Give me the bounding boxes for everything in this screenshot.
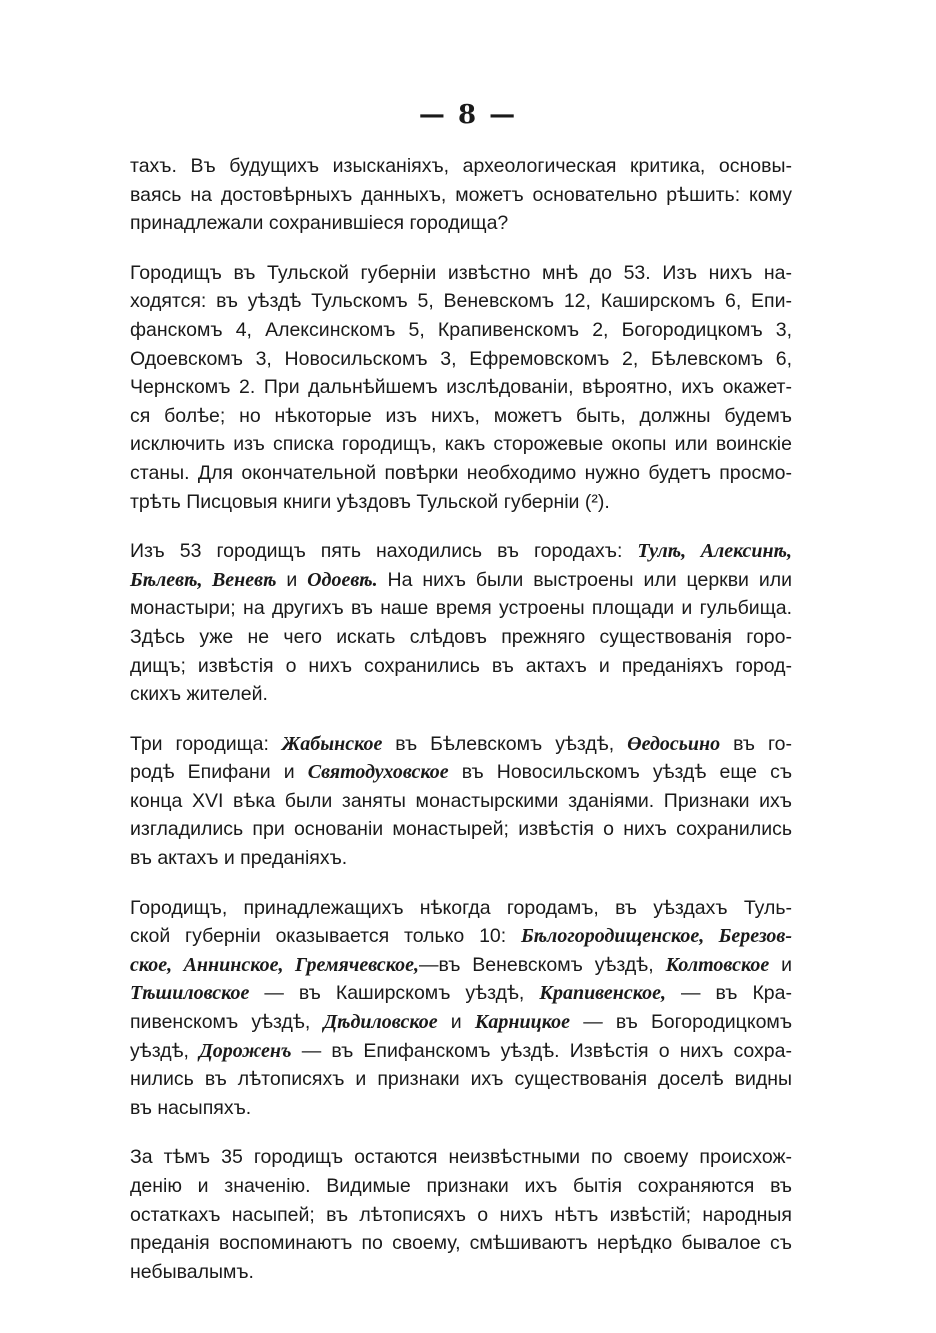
text-line: Тѣшиловское — въ Каширскомъ уѣздѣ, Крапивенское, — въ Кра- bbox=[130, 982, 792, 1005]
text-line: станы. Для окончательной повѣрки необходимо нужно будетъ просмо- bbox=[130, 461, 792, 484]
text-line: Одоевскомъ 3, Новосильскомъ 3, Ефремовскомъ 2, Бѣлевскомъ 6, bbox=[130, 347, 792, 370]
paragraph-5 bbox=[130, 894, 792, 1123]
place-name: ское, Аннинское, Гремячевское, bbox=[130, 953, 420, 976]
text-line: Здѣсь уже не чего искать слѣдовъ прежняго существованiя горо- bbox=[130, 625, 792, 648]
text-line: Изъ 53 городищъ пять находились въ городахъ: Тулѣ, Алексинѣ, bbox=[130, 540, 792, 563]
body-text bbox=[130, 152, 792, 1286]
text-line: Городищъ, принадлежащихъ нѣкогда городамъ, въ уѣздахъ Туль- bbox=[130, 896, 792, 919]
text-line: ходятся: въ уѣздѣ Тульскомъ 5, Веневскомъ 12, Каширскомъ 6, Епи- bbox=[130, 290, 792, 313]
place-name: Өедосьино bbox=[627, 732, 721, 755]
text-line: тахъ. Въ будущихъ изысканiяхъ, археологическая критика, основы- bbox=[130, 155, 792, 177]
paragraph-2 bbox=[130, 259, 792, 516]
text-line: родѣ Епифани и Святодуховское въ Новосильскомъ уѣздѣ еще съ bbox=[130, 761, 793, 784]
text-line: преданiя воспоминаютъ по своему, смѣшиваютъ нерѣдко бывалое съ bbox=[130, 1232, 792, 1255]
text-line: денiю и значенiю. Видимые признаки ихъ бытiя сохраняются въ bbox=[130, 1175, 792, 1197]
place-name: Дѣдиловское bbox=[323, 1011, 438, 1034]
place-name: Карницкое bbox=[474, 1011, 571, 1034]
text-line: остаткахъ насыпей; въ лѣтописяхъ о нихъ нѣтъ извѣстiй; народныя bbox=[130, 1203, 792, 1226]
place-name: Дороженъ bbox=[199, 1039, 292, 1062]
text-line: уѣздѣ, Дороженъ — въ Епифанскомъ уѣздѣ. Извѣстiя о нихъ сохра- bbox=[130, 1039, 792, 1062]
text-line: монастыри; на другихъ въ наше время устроены площади и гульбища. bbox=[130, 597, 792, 620]
paragraph-3 bbox=[130, 537, 792, 709]
place-name: Бѣлевѣ, Веневѣ bbox=[130, 568, 277, 591]
place-name: Одоевѣ. bbox=[307, 568, 378, 591]
text-line: дищъ; извѣстiя о нихъ сохранились въ актахъ и преданiяхъ город- bbox=[130, 654, 792, 677]
page-number: — 8 — bbox=[418, 100, 518, 130]
text-line: конца XVI вѣка были заняты монастырскими зданiями. Признаки ихъ bbox=[130, 789, 792, 812]
place-name: Жабынское bbox=[281, 732, 383, 755]
text-line: фанскомъ 4, Алексинскомъ 5, Крапивенскомъ 2, Богородицкомъ 3, bbox=[130, 318, 792, 341]
text-line: Три городища: Жабынское въ Бѣлевскомъ уѣздѣ, Өедосьино въ го- bbox=[130, 732, 792, 755]
text-line: За тѣмъ 35 городищъ остаются неизвѣстными по своему происхож- bbox=[130, 1146, 792, 1169]
place-name: Колтовское bbox=[665, 953, 770, 976]
text-line: пивенскомъ уѣздѣ, Дѣдиловское и Карницкое — въ Богородицкомъ bbox=[130, 1011, 793, 1034]
text-line: въ насыпяхъ. bbox=[130, 1096, 252, 1119]
text-line: въ актахъ и преданiяхъ. bbox=[130, 847, 348, 870]
text-line: Бѣлевѣ, Веневѣ и Одоевѣ. На нихъ были выстроены или церкви или bbox=[130, 568, 793, 591]
text-line: трѣть Писцовыя книги уѣздовъ Тульской губернiи (²). bbox=[130, 490, 610, 513]
text-line: Чернскомъ 2. При дальнѣйшемъ изслѣдованiи, вѣроятно, ихъ окажет- bbox=[130, 376, 792, 399]
place-name: Тулѣ, Алексинѣ, bbox=[637, 540, 792, 563]
text-line: скихъ жителей. bbox=[130, 683, 268, 706]
text-line: изгладились при основанiи монастырей; извѣстiя о нихъ сохранились bbox=[130, 818, 792, 841]
paragraph-1 bbox=[130, 152, 792, 238]
place-name: Тѣшиловское bbox=[130, 982, 250, 1005]
text-line: ся болѣе; но нѣкоторые изъ нихъ, можетъ быть, должны будемъ bbox=[130, 404, 792, 427]
paragraph-6 bbox=[130, 1143, 792, 1286]
place-name: Святодуховское bbox=[307, 761, 449, 784]
paragraph-4 bbox=[130, 730, 792, 873]
text-line: нились въ лѣтописяхъ и признаки ихъ существованiя доселѣ видны bbox=[130, 1068, 792, 1091]
text-line: Городищъ въ Тульской губернiи извѣстно мнѣ до 53. Изъ нихъ на- bbox=[130, 261, 792, 284]
text-line: небывалымъ. bbox=[130, 1260, 254, 1283]
text-line: ское, Аннинское, Гремячевское,—въ Веневскомъ уѣздѣ, Колтовское и bbox=[130, 953, 793, 976]
text-line: исключить изъ списка городищъ, какъ сторожевые окопы или воинскiе bbox=[130, 433, 792, 456]
text-line: ской губернiи оказывается только 10: Бѣлогородищенское, Березов- bbox=[130, 925, 792, 948]
text-line: ваясь на достовѣрныхъ данныхъ, можетъ основательно рѣшить: кому bbox=[130, 183, 792, 206]
text-line: принадлежали сохранившiеся городища? bbox=[130, 212, 509, 235]
place-name: Бѣлогородищенское, Березов- bbox=[521, 925, 792, 948]
place-name: Крапивенское, bbox=[539, 982, 666, 1005]
